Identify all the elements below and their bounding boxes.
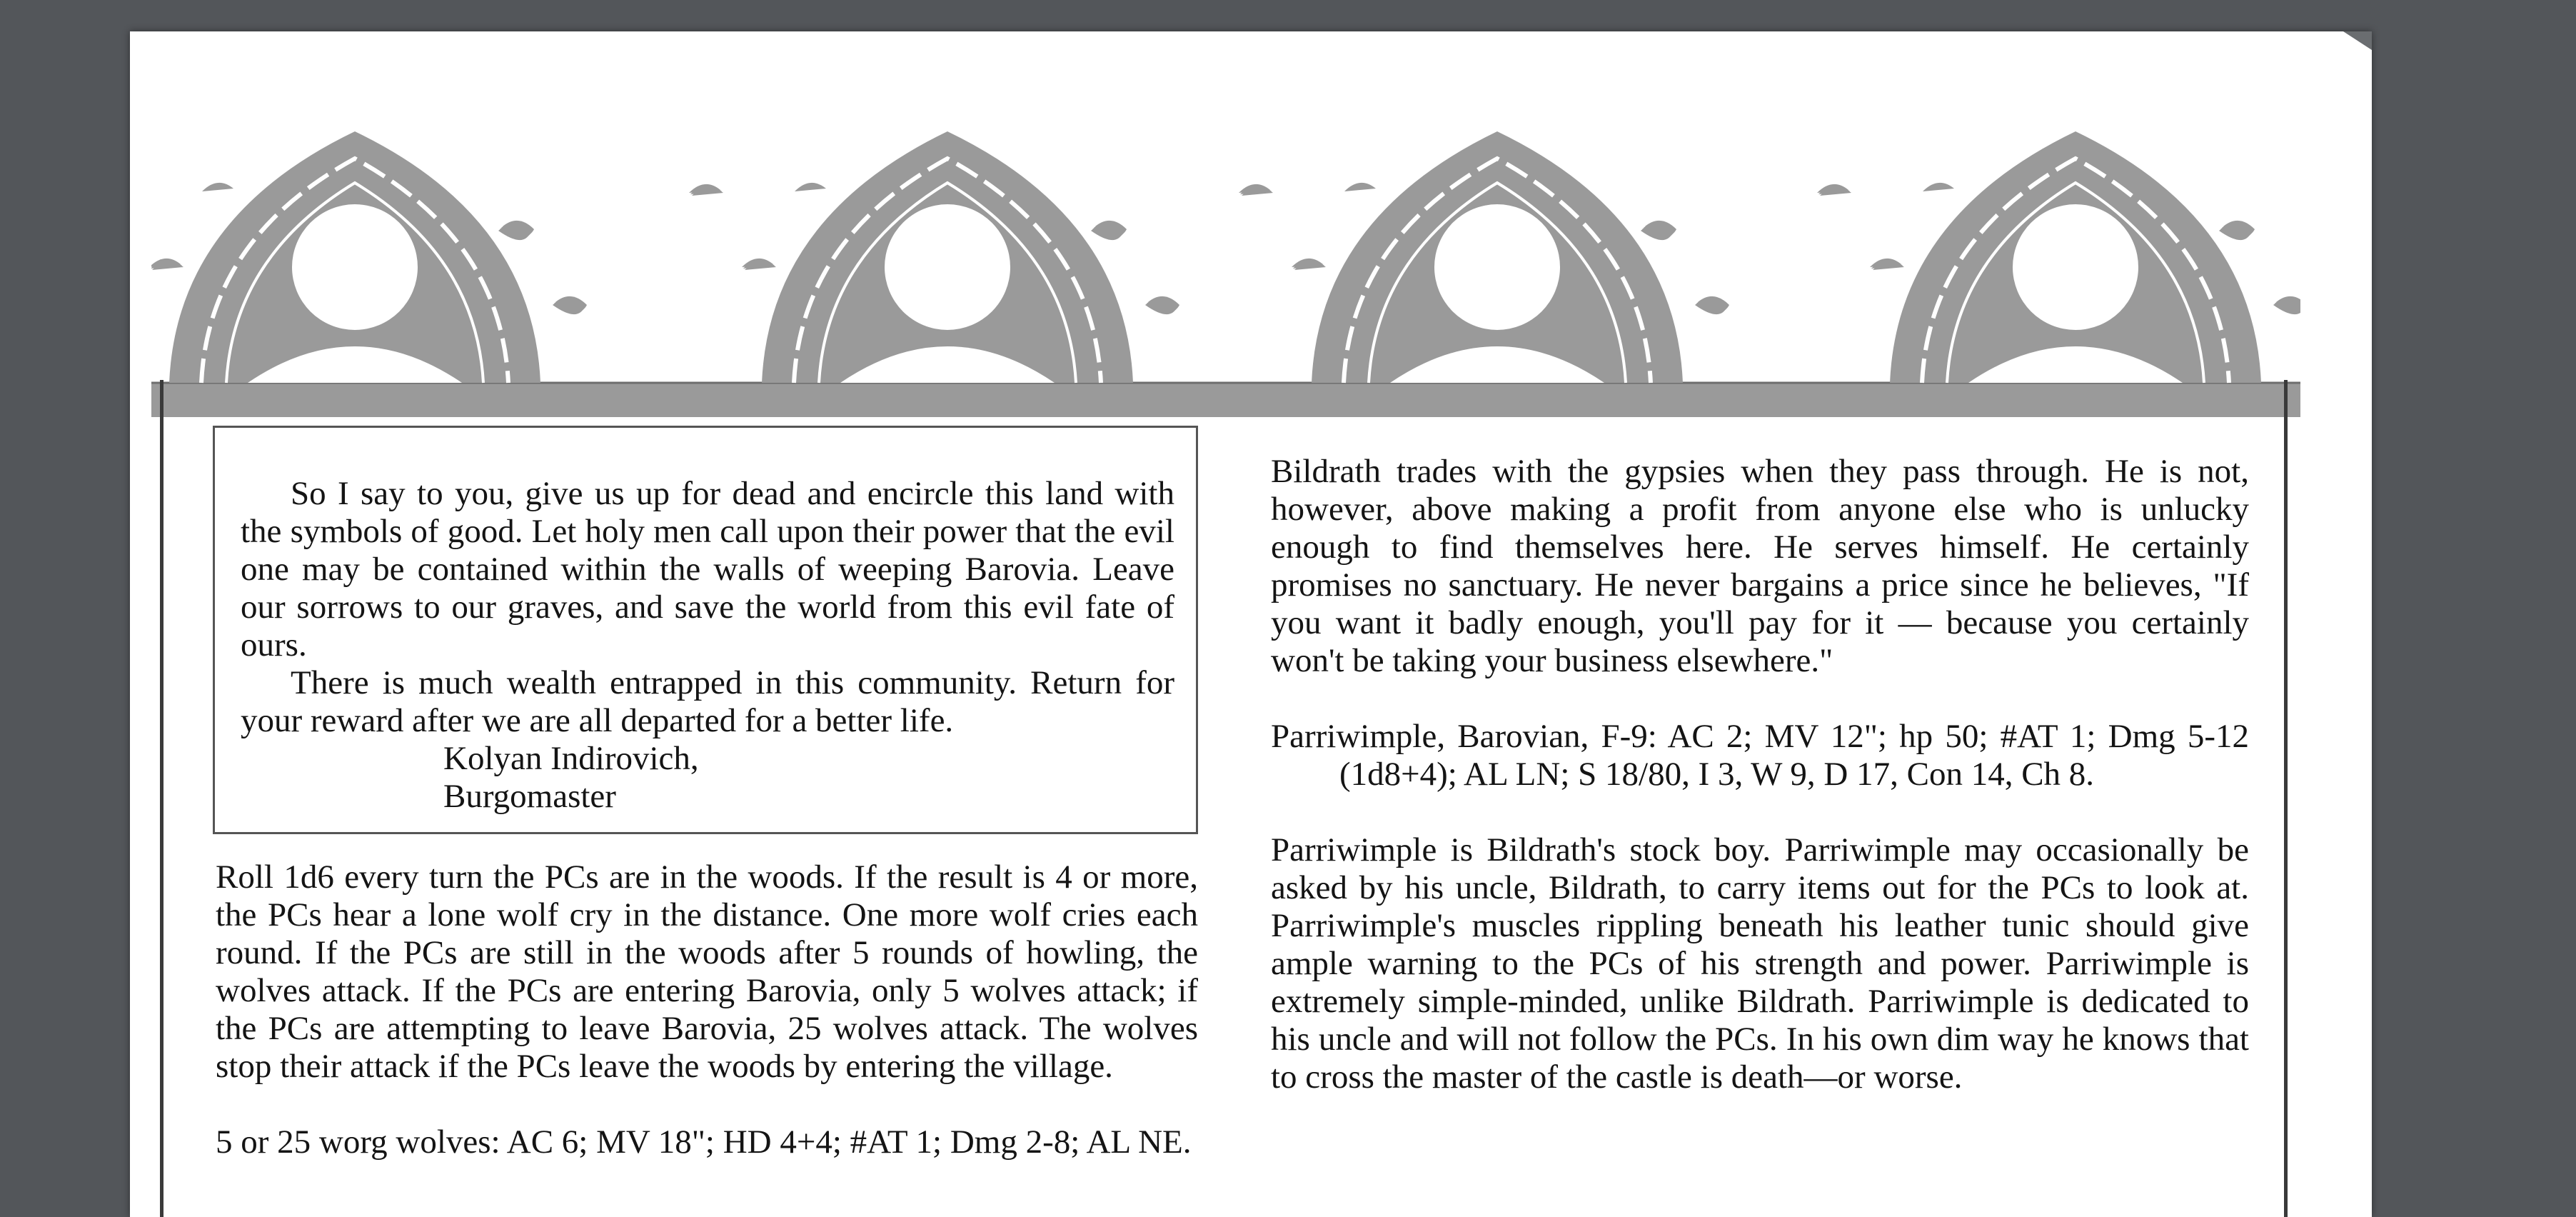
gothic-arch-banner [151, 131, 2300, 417]
arch-window [885, 204, 1010, 330]
foliage-ornament [795, 183, 826, 191]
document-page [130, 31, 2372, 1217]
parriwimple-paragraph: Parriwimple is Bildrath's stock boy. Parriwimple may occasionally be asked by his uncle, Bildrath, to carry items out for the PCs to look at. Parriwimple's muscles rippling beneath his leather tunic should give ample warning to the PCs of his strength and power. Parriwimple is extremely simple-minded, unlike Bildrath. Parriwimple is dedicated to his uncle and will not follow the PCs. In his own dim way he knows that to cross the master of the castle is death—or worse. [1271, 831, 2249, 1096]
letter-paragraph: There is much wealth entrapped in this community. Return for your reward after we are all departed for a better life. [241, 664, 1174, 739]
letter-box [213, 426, 1198, 834]
letter-signature-title: Burgomaster [443, 778, 616, 815]
foliage-ornament [202, 183, 233, 191]
right-column [1271, 453, 2249, 1096]
arch-window [1434, 204, 1560, 330]
wolves-paragraph: Roll 1d6 every turn the PCs are in the woods. If the result is 4 or more, the PCs hear a lone wolf cry in the distance. One more wolf cries each round. If the PCs are still in the woods after 5 rounds of howling, the wolves attack. If the PCs are entering Barovia, only 5 wolves attack; if the PCs are attempting to leave Barovia, 25 wolves attack. The wolves stop their attack if the PCs leave the woods by entering the village. [216, 858, 1198, 1085]
arch-window [292, 204, 418, 330]
page-corner [2343, 31, 2372, 50]
parriwimple-stats: Parriwimple, Barovian, F-9: AC 2; MV 12"; hp 50; #AT 1; Dmg 5-12 (1d8+4); AL LN; S 18/80, I 3, W 9, D 17, Con 14, Ch 8. [1271, 718, 2249, 793]
arch-window [2013, 204, 2138, 330]
foliage-ornament [1923, 183, 1954, 191]
letter-paragraph: So I say to you, give us up for dead and encircle this land with the symbols of good. Let holy men call upon their power that the evil one may be contained within the walls of weeping Barovia. Leave our sorrows to our graves, and save the world from this evil fate of ours. [241, 475, 1174, 663]
letter-signature-name: Kolyan Indirovich, [443, 740, 699, 777]
bildrath-paragraph: Bildrath trades with the gypsies when they pass through. He is not, however, above making a profit from anyone else who is unlucky enough to find themselves here. He serves himself. He certainly promises no sanctuary. He never bargains a price since he believes, "If you want it badly enough, you'll pay for it — because you certainly won't be taking your business elsewhere." [1271, 453, 2249, 679]
foliage-ornament [1344, 183, 1376, 191]
left-column [216, 858, 1198, 1161]
worg-stats: 5 or 25 worg wolves: AC 6; MV 18"; HD 4+4; #AT 1; Dmg 2-8; AL NE. [216, 1123, 1192, 1161]
